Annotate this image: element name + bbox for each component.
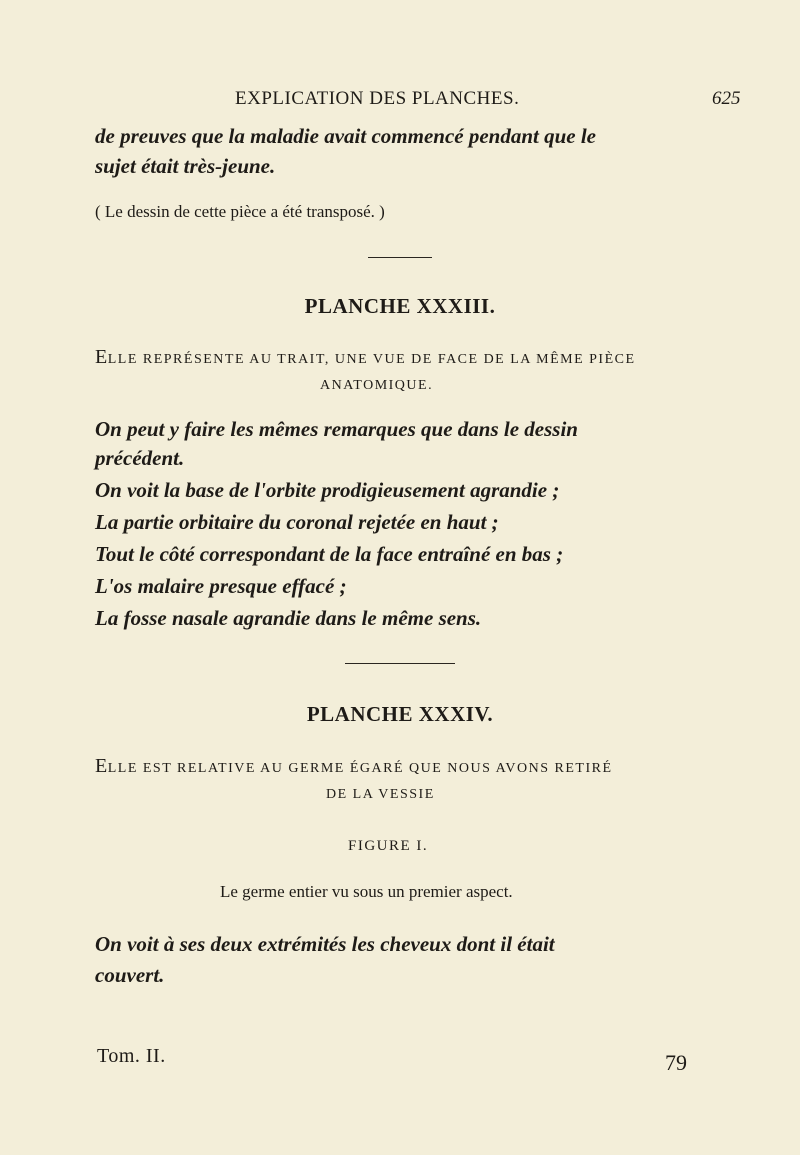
sheet-number: 79 xyxy=(665,1050,687,1075)
plate-xxxiv-title: PLANCHE XXXIV. xyxy=(306,702,494,726)
plate-xxxiii-text-line: L'os malaire presque effacé ; xyxy=(95,574,347,598)
plate-xxxiii-text-line: On peut y faire les mêmes remarques que dans le dessin xyxy=(95,417,578,441)
running-head: EXPLICATION DES PLANCHES. xyxy=(235,88,520,109)
section-divider xyxy=(345,663,455,664)
transposition-note: ( Le dessin de cette pièce a été transposé. ) xyxy=(95,202,385,221)
plate-xxxiii-text-line: La fosse nasale agrandie dans le même sens. xyxy=(95,606,482,630)
caption-text: LLE REPRÉSENTE AU TRAIT, UNE VUE DE FACE DE LA MÊME PIÈCE xyxy=(107,352,636,367)
plate-xxxiii-title: PLANCHE XXXIII. xyxy=(304,294,496,318)
figure-description: Le germe entier vu sous un premier aspect. xyxy=(220,882,513,901)
signature-mark: Tom. II. xyxy=(97,1045,166,1067)
plate-xxxiv-text-line: couvert. xyxy=(95,963,165,987)
plate-xxxiii-text-line: On voit la base de l'orbite prodigieusement agrandie ; xyxy=(95,478,560,502)
drop-initial: E xyxy=(95,346,108,368)
caption-text: LLE EST RELATIVE AU GERME ÉGARÉ QUE NOUS AVONS RETIRÉ xyxy=(107,761,613,776)
page-number: 625 xyxy=(712,88,741,109)
plate-xxxiii-text-line: Tout le côté correspondant de la face entraîné en bas ; xyxy=(95,542,564,566)
plate-xxxiv-caption-line-2: DE LA VESSIE xyxy=(326,787,435,802)
plate-xxxiii-text-line: La partie orbitaire du coronal rejetée en haut ; xyxy=(95,510,499,534)
drop-initial: E xyxy=(95,755,108,777)
continuation-line-2: sujet était très-jeune. xyxy=(95,154,276,178)
plate-xxxiv-caption-line-1 xyxy=(95,755,613,778)
figure-title: FIGURE I. xyxy=(348,838,429,854)
section-divider xyxy=(368,257,432,258)
plate-xxxiii-text-line: précédent. xyxy=(95,446,185,470)
plate-xxxiv-text-line: On voit à ses deux extrémités les cheveux dont il était xyxy=(95,932,555,956)
plate-xxxiii-caption-line-1 xyxy=(95,346,636,369)
continuation-line-1: de preuves que la maladie avait commencé pendant que le xyxy=(95,124,597,148)
plate-xxxiii-caption-line-2: ANATOMIQUE. xyxy=(320,378,434,393)
